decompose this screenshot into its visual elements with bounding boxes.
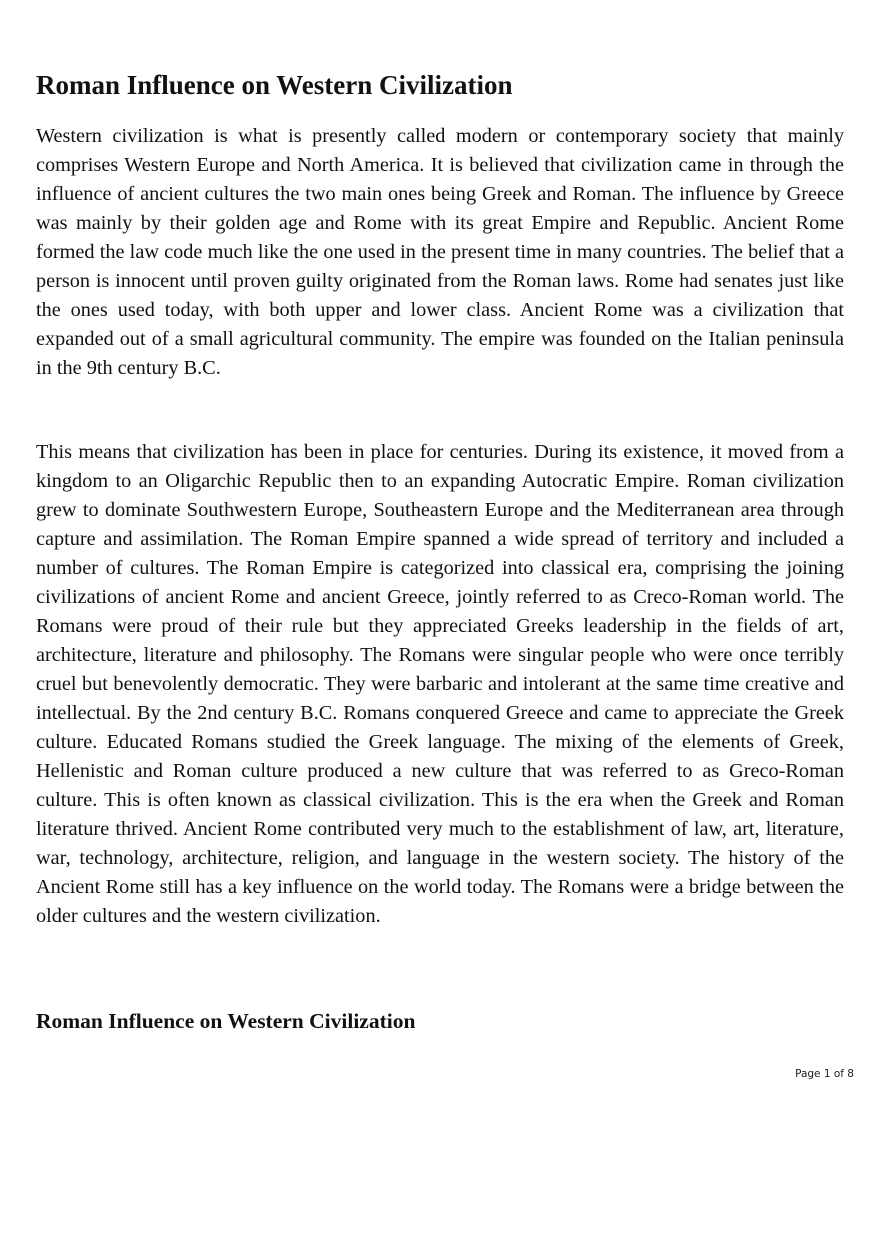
body-paragraph-2: This means that civilization has been in place for centuries. During its existence, it moved from a kingdom to an Oligarchic Republic then to an expanding Autocratic Empire. Roman civilization grew to dominate Southwestern Europe, Southeastern Europe and the Mediterranean area through capture and assimilation. The Roman Empire spanned a wide spread of territory and included a number of cultures. The Roman Empire is categorized into classical era, comprising the joining civilizations of ancient Rome and ancient Greece, jointly referred to as Creco-Roman world. The Romans were proud of their rule but they appreciated Greeks leadership in the fields of art, architecture, literature and philosophy. The Romans were singular people who were once terribly cruel but benevolently democratic. They were barbaric and intolerant at the same time creative and intellectual. By the 2nd century B.C. Romans conquered Greece and came to appreciate the Greek culture. Educated Romans studied the Greek language. The mixing of the elements of Greek, Hellenistic and Roman culture produced a new culture that was referred to as Greco-Roman culture. This is often known as classical civilization. This is the era when the Greek and Roman literature thrived. Ancient Rome contributed very much to the establishment of law, art, literature, war, technology, architecture, religion, and language in the western society. The history of the Ancient Rome still has a key influence on the world today. The Romans were a bridge between the older cultures and the western civilization. [36,441,844,927]
section-subheading: Roman Influence on Western Civilization [36,1009,416,1033]
page-number: Page 1 of 8 [795,1068,854,1080]
document-title: Roman Influence on Western Civilization [36,70,513,100]
body-paragraph-1: Western civilization is what is presently called modern or contemporary society that mainly comprises Western Europe and North America. It is believed that civilization came in through the influence of ancient cultures the two main ones being Greek and Roman. The influence by Greece was mainly by their golden age and Rome with its great Empire and Republic. Ancient Rome formed the law code much like the one used in the present time in many countries. The belief that a person is innocent until proven guilty originated from the Roman laws. Rome had senates just like the ones used today, with both upper and lower class. Ancient Rome was a civilization that expanded out of a small agricultural community. The empire was founded on the Italian peninsula in the 9th century B.C. [36,125,844,379]
